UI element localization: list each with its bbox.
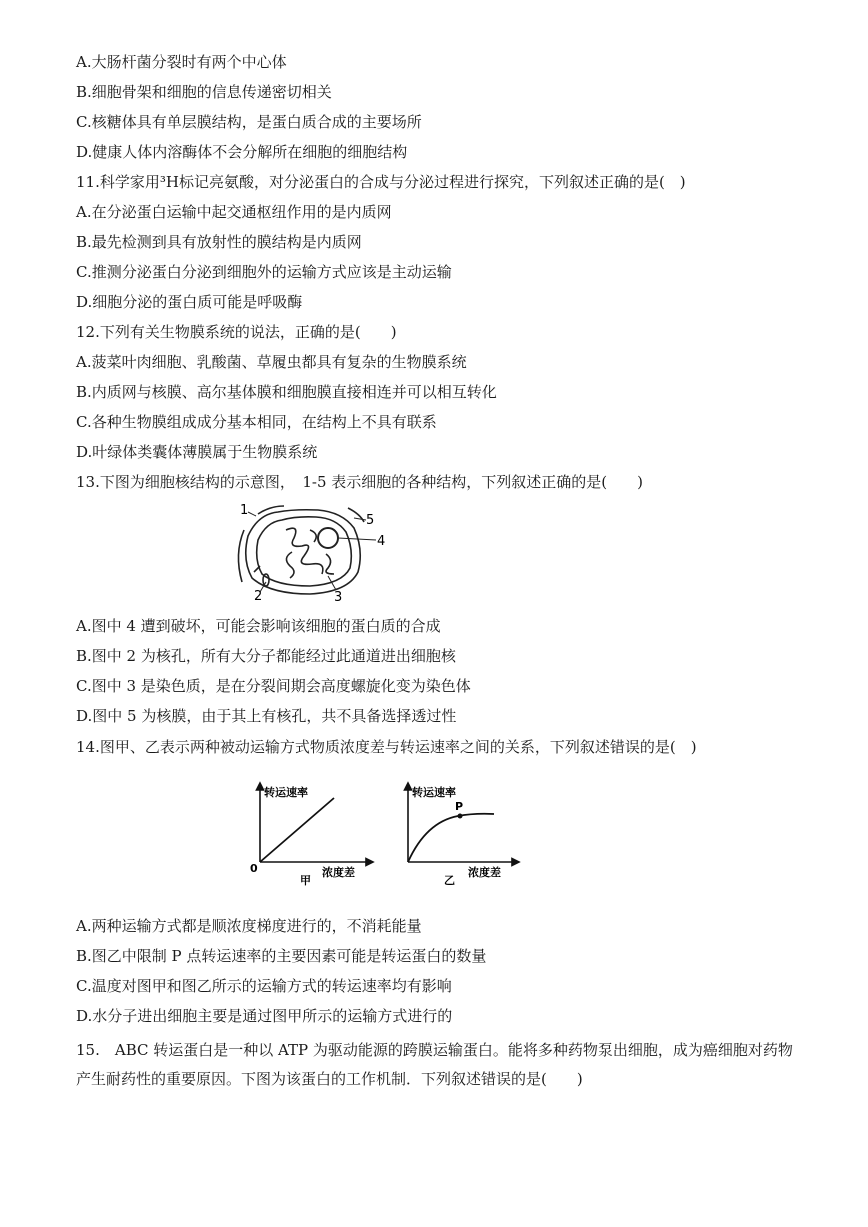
label-1: 1 xyxy=(240,503,249,518)
jia-caption: 甲 xyxy=(300,874,311,887)
q13-option-b: B.图中 2 为核孔，所有大分子都能经过此通道进出细胞核 xyxy=(76,647,456,665)
label-3: 3 xyxy=(334,590,343,602)
nucleus-diagram xyxy=(230,500,390,602)
q13-option-a: A.图中 4 遭到破坏，可能会影响该细胞的蛋白质的合成 xyxy=(76,617,441,635)
label-4: 4 xyxy=(377,534,386,549)
q10-option-b: B.细胞骨架和细胞的信息传递密切相关 xyxy=(76,83,332,101)
q14-option-c: C.温度对图甲和图乙所示的运输方式的转运速率均有影响 xyxy=(76,977,452,995)
saturation-curve xyxy=(408,814,494,862)
yi-caption: 乙 xyxy=(444,874,455,887)
q14-stem: 14.图甲、乙表示两种被动运输方式物质浓度差与转运速率之间的关系，下列叙述错误的是( ) xyxy=(76,738,697,756)
q11-option-c: C.推测分泌蛋白分泌到细胞外的运输方式应该是主动运输 xyxy=(76,263,452,281)
point-p xyxy=(458,814,463,819)
jia-ylabel: 转运速率 xyxy=(264,786,308,799)
q10-option-c: C.核糖体具有单层膜结构，是蛋白质合成的主要场所 xyxy=(76,113,422,131)
q12-option-c: C.各种生物膜组成成分基本相同，在结构上不具有联系 xyxy=(76,413,437,431)
q12-option-b: B.内质网与核膜、高尔基体膜和细胞膜直接相连并可以相互转化 xyxy=(76,383,497,401)
er-strand-left xyxy=(238,530,244,582)
q12-stem: 12.下列有关生物膜系统的说法，正确的是( ) xyxy=(76,323,397,341)
q12-option-d: D.叶绿体类囊体薄膜属于生物膜系统 xyxy=(76,443,318,461)
graph-jia xyxy=(248,778,378,888)
q15-stem: 15. ABC 转运蛋白是一种以 ATP 为驱动能源的跨膜运输蛋白。能将多种药物泵出细胞，成为癌细胞对药物产生耐药性的重要原因。下图为该蛋白的工作机制．下列叙述错误的是( ) xyxy=(76,1041,793,1088)
q11-option-d: D.细胞分泌的蛋白质可能是呼吸酶 xyxy=(76,293,303,311)
q11-option-a: A.在分泌蛋白运输中起交通枢纽作用的是内质网 xyxy=(76,203,392,221)
q13-stem: 13.下图为细胞核结构的示意图， 1-5 表示细胞的各种结构，下列叙述正确的是( ) xyxy=(76,473,643,491)
linear-curve xyxy=(260,798,334,862)
graph-yi xyxy=(398,778,528,888)
q13-option-c: C.图中 3 是染色质，是在分裂间期会高度螺旋化变为染色体 xyxy=(76,677,471,695)
label-5: 5 xyxy=(366,513,375,528)
yi-point-label: P xyxy=(455,800,464,813)
q14-option-a: A.两种运输方式都是顺浓度梯度进行的，不消耗能量 xyxy=(76,917,422,935)
q11-option-b: B.最先检测到具有放射性的膜结构是内质网 xyxy=(76,233,362,251)
q14-option-d: D.水分子进出细胞主要是通过图甲所示的运输方式进行的 xyxy=(76,1007,453,1025)
er-strand-right xyxy=(348,508,364,522)
q10-option-a: A.大肠杆菌分裂时有两个中心体 xyxy=(76,53,287,71)
q10-option-d: D.健康人体内溶酶体不会分解所在细胞的细胞结构 xyxy=(76,143,408,161)
nucleolus xyxy=(318,528,338,548)
label-2: 2 xyxy=(254,589,263,602)
yi-ylabel: 转运速率 xyxy=(412,786,456,799)
jia-xlabel: 浓度差 xyxy=(322,866,355,879)
chromatin xyxy=(286,528,334,578)
q11-stem: 11.科学家用³H标记亮氨酸，对分泌蛋白的合成与分泌过程进行探究，下列叙述正确的是( ) xyxy=(76,173,686,191)
q14-option-b: B.图乙中限制 P 点转运速率的主要因素可能是转运蛋白的数量 xyxy=(76,947,487,965)
jia-origin: 0 xyxy=(250,862,258,875)
q13-option-d: D.图中 5 为核膜，由于其上有核孔，共不具备选择透过性 xyxy=(76,707,457,725)
q12-option-a: A.菠菜叶肉细胞、乳酸菌、草履虫都具有复杂的生物膜系统 xyxy=(76,353,467,371)
yi-xlabel: 浓度差 xyxy=(468,866,501,879)
nuclear-envelope-inner xyxy=(257,517,352,586)
